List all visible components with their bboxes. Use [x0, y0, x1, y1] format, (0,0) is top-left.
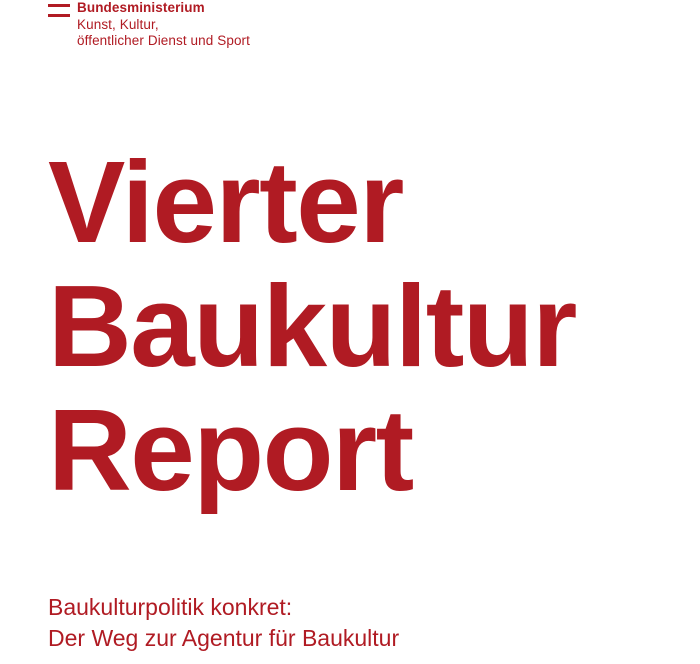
- page-title-line-1: Vierter: [48, 137, 403, 267]
- ministry-department-line-2: öffentlicher Dienst und Sport: [77, 33, 251, 48]
- page-subtitle-line-2: Der Weg zur Agentur für Baukultur: [48, 625, 400, 651]
- page-subtitle-line-1: Baukulturpolitik konkret:: [48, 594, 293, 620]
- ministry-logo-text: [77, 0, 250, 50]
- page-title-line-3: Report: [48, 385, 413, 515]
- ministry-department-line-1: Kunst, Kultur,: [77, 16, 159, 32]
- austria-flag-bars-icon: [48, 4, 70, 19]
- page-subtitle: [48, 592, 668, 654]
- page-title-line-2: Baukultur: [48, 261, 576, 391]
- ministry-name: Bundesministerium: [77, 0, 205, 15]
- ministry-logo: [48, 0, 250, 50]
- page-title: [48, 137, 668, 515]
